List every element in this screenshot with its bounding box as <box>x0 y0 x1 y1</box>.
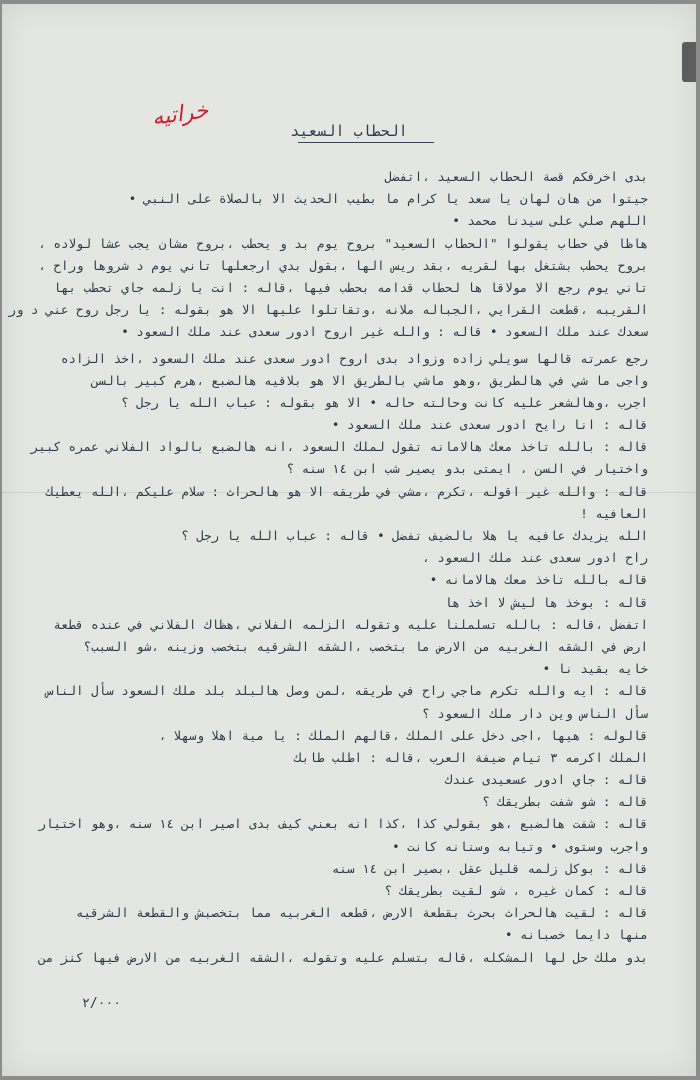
text-line: رجع عمرته قالها سويلي زاده وزواد بدى اروح ادور سعدى عند ملك السعود ،اخذ الزاده <box>61 350 648 366</box>
text-line: قاله : لقيت هالحراث بحرث بقطعة الارض ،قطعه الغربيه مما بتخصبش والقطعة الشرقيه <box>76 905 648 921</box>
text-line: العافيه ! <box>580 505 648 521</box>
text-line: ارض في الشقه الغربيه من الارض ما بتخصب ،الشقه الشرقيه بتخصب وزينه ،شو السبب؟ <box>83 638 648 654</box>
text-line: قاله : بالله تاخذ معك هالامانه تقول لملك السعود ،انه هالضبع بالواد الفلاني عمره كبير <box>30 439 648 455</box>
text-line: واختيار في السن ، ايمتى بدو يصير شب ابن ١٤ سنه ؟ <box>286 461 648 477</box>
text-line: منها دايما خصبانه • <box>505 927 648 943</box>
text-line: سعدك عند ملك السعود • قاله : والله غير اروح ادور سعدى عند ملك السعود • <box>121 324 648 340</box>
text-line: بروح يحطب بشتغل بها لقريه ،بقد ريس الها ،بقول بدي ارجعلها تاني يوم د شروها وراح ، <box>38 257 648 273</box>
handwritten-annotation: خراتيه <box>150 98 210 131</box>
text-line: قاله : انا رايح ادور سعدى عند ملك السعود • <box>331 417 648 433</box>
text-line: قاله : جاي ادور عسعيدى عندك <box>444 772 648 788</box>
text-line: قالوله : هيها ،اجى دخل على الملك ،قالهم الملك : يا مية اهلا وسهلا ، <box>158 727 648 743</box>
page-number: ٢/٠٠٠ <box>82 996 122 1011</box>
text-line: بدى اخرفكم قصة الحطاب السعيد ،اتفضل <box>384 169 648 184</box>
document-page <box>2 4 696 1076</box>
text-line: القريبه ،قطعت القرايي ،الجباله ملانه ،وتقاتلوا عليها الا هو بقوله : يا رجل روح عني د ور <box>8 302 648 318</box>
text-line: تاني يوم رجع الا مولاقا ها لحطاب قدامه بحطب فيها ،قاله : انت يا زلمه جاي تحطب بها <box>53 279 648 295</box>
text-line: قاله : شو شفت بطريقك ؟ <box>482 794 648 810</box>
text-line: اجرب ،وهالشعر عليه كانت وحالته حاله • الا هو بقوله : عباب الله يا رجل ؟ <box>121 394 648 410</box>
text-line: واجى ما شي في هالطريق ،وهو ماشي بالطريق الا هو بلاقيه هالضبع ،هرم كبير بالسن <box>91 372 648 388</box>
text-line: اللهم صلي على سيدنا محمد • <box>452 213 648 229</box>
text-line: قاله : بوخذ ها ليش لا اخذ ها <box>444 594 648 610</box>
text-line: واجرب وستوى • وتيابه وسنانه كانت • <box>392 838 648 854</box>
text-line: سأل الناس وين دار ملك السعود ؟ <box>422 705 648 721</box>
text-line: قاله بالله تاخذ معك هالامانه • <box>429 572 648 588</box>
text-line: قاله : كمان غيره ، شو لقيت بطريقك ؟ <box>384 883 648 898</box>
text-line: جيتوا من هان لهان يا سعد يا كرام ما بطيب الحديث الا بالصلاة على النبي • <box>128 191 648 207</box>
text-line: قاله : والله غير اقوله ،تكرم ،مشي في طريقه الا هو هالحراث : سلام عليكم ،الله يعطيك <box>45 483 648 499</box>
text-line: خايه بقيد نا • <box>542 661 648 677</box>
text-line: الله يزيدك عافيه يا هلا بالضيف تفضل • قاله : عباب الله يا رجل ؟ <box>181 528 648 543</box>
text-line: قاله : ايه والله تكرم ماجي راح في طريقه ،لمن وصل هالبلد بلد ملك السعود سأل الناس <box>45 683 648 699</box>
text-line: راح ادور سعدى عند ملك السعود ، <box>422 550 648 566</box>
text-line: قاله : شفت هالضبع ،هو بقولي كذا ،كذا انه بعني كيف بدى اصير ابن ١٤ سنه ،وهو اختيار <box>38 816 648 832</box>
story-text <box>8 166 648 969</box>
binder-clip-mark <box>682 42 696 82</box>
document-title: الحطاب السعيد <box>290 122 408 140</box>
text-line: هاظا في حطاب يقولوا "الحطاب السعيد" بروح يوم بد و يحطب ،بروح مشان يجب عشا لولاده ، <box>38 235 648 251</box>
text-line: الملك اكرمه ٣ تيام ضيفة العرب ،قاله : اطلب طابك <box>294 749 648 765</box>
title-underline <box>298 142 434 143</box>
text-line: بدو ملك حل لها المشكله ،قاله بتسلم عليه وتقوله ،الشقه الغربيه من الارض فيها كنز من <box>38 949 648 965</box>
text-line: اتفضل ،قاله : بالله تسلملنا عليه وتقوله الزلمه الفلاني ،هظاك الفلاني في عنده قطعة <box>53 616 648 632</box>
text-line: قاله : بوكل زلمه قليل عقل ،بصير ابن ١٤ سنه <box>331 860 648 876</box>
